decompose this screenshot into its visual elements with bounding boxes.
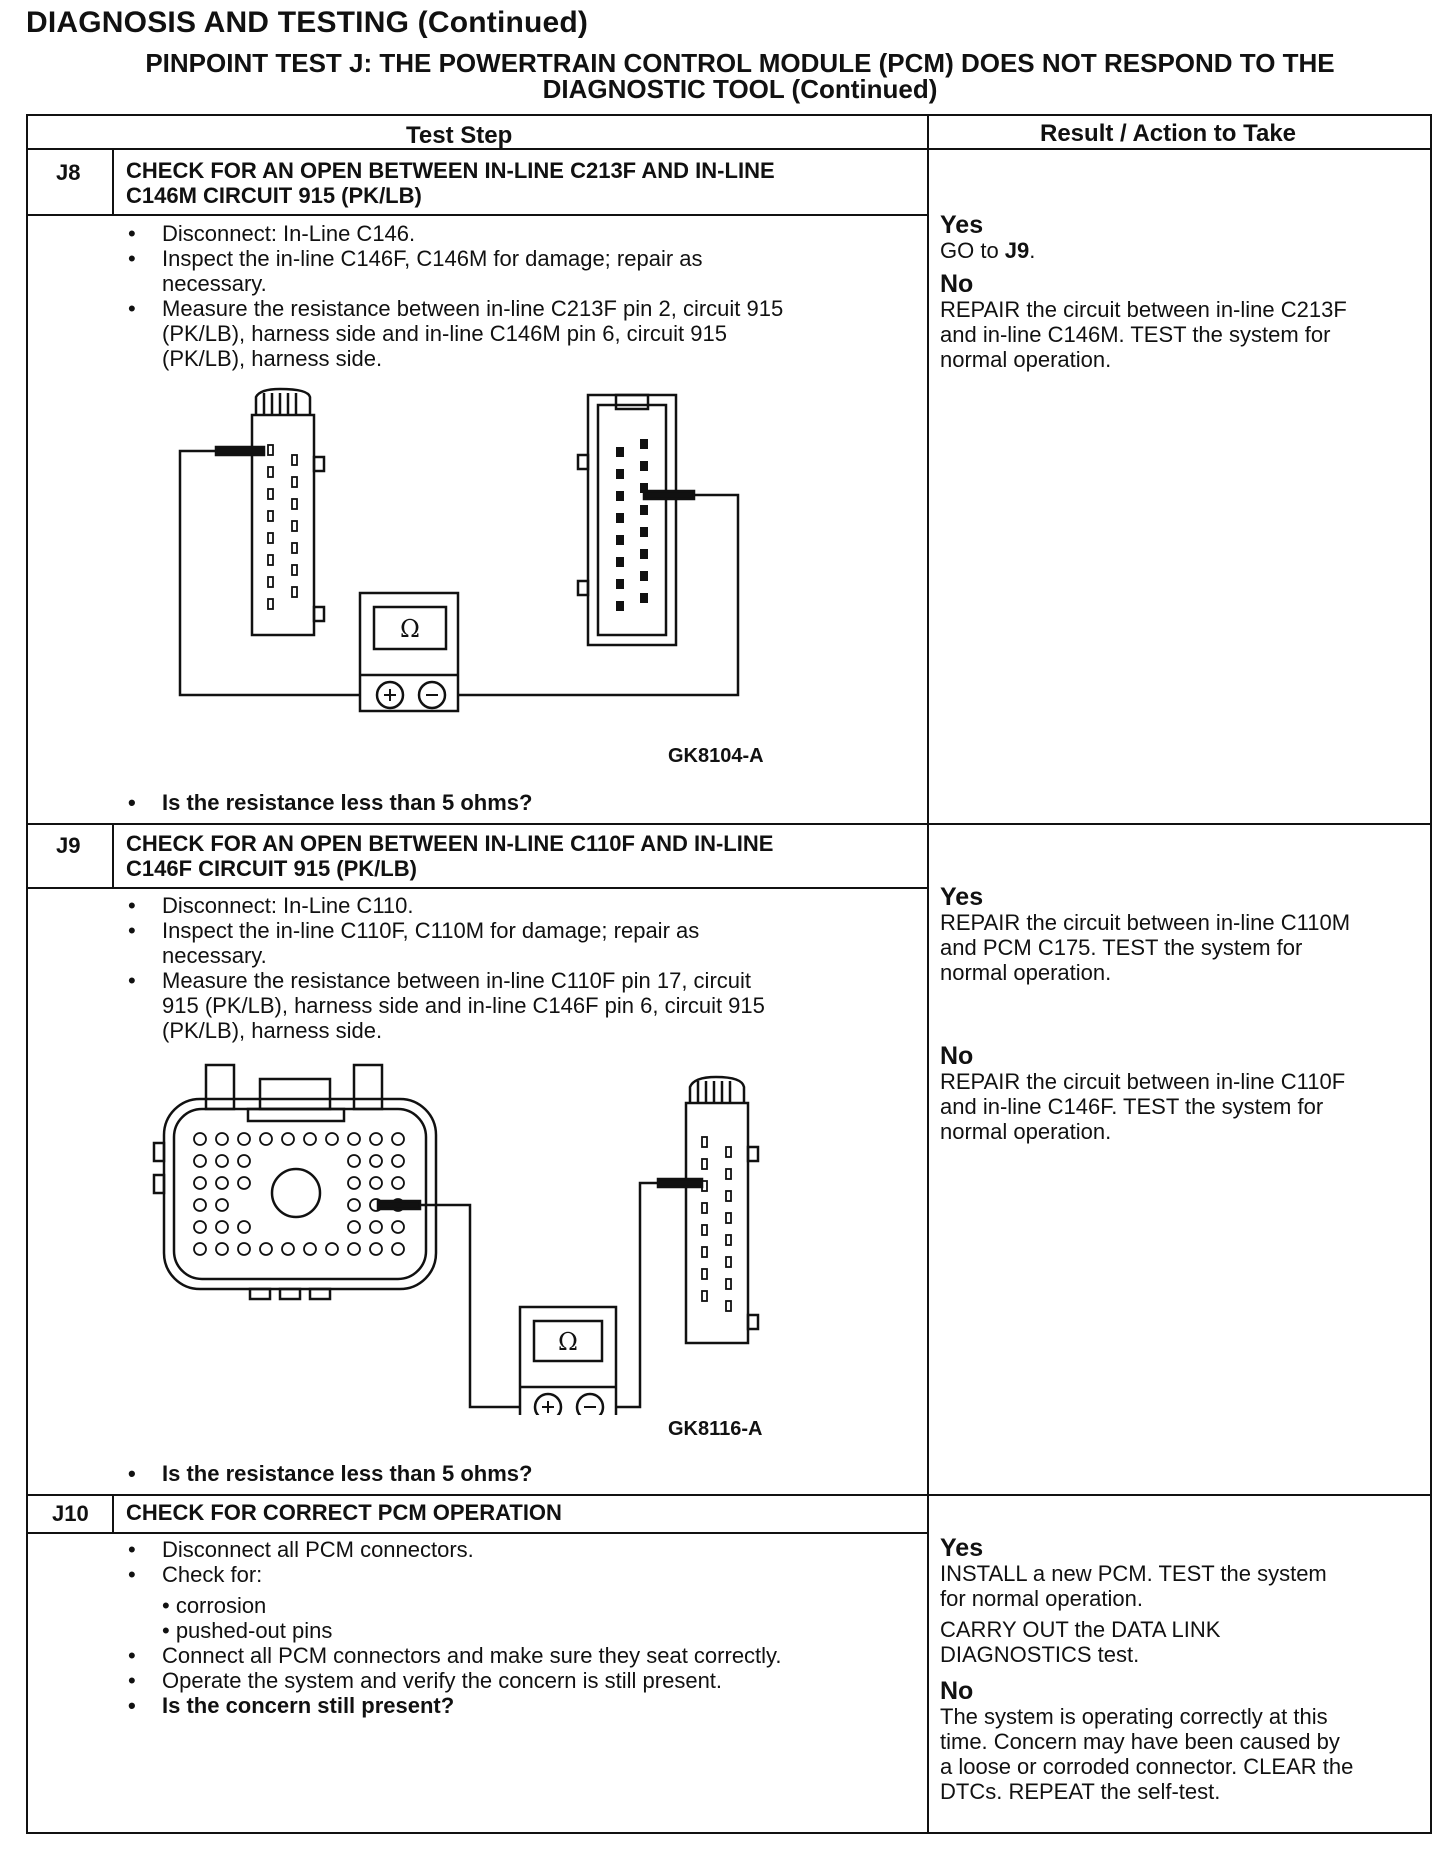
step-title: CHECK FOR AN OPEN BETWEEN IN-LINE C110F AND IN-LINE C146F CIRCUIT 915 (PK/LB) bbox=[126, 831, 774, 881]
wiring-diagram-gk8104 bbox=[160, 385, 780, 745]
result-no: No REPAIR the circuit between in-line C110F and in-line C146F. TEST the system for normal operation. bbox=[940, 1042, 1346, 1144]
step-question: • Is the concern still present? bbox=[128, 1693, 455, 1718]
action-item-continued: (PK/LB), harness side. bbox=[162, 346, 383, 371]
action-item-continued: necessary. bbox=[162, 943, 267, 968]
ohm-symbol: Ω bbox=[558, 1328, 578, 1356]
action-item: • Disconnect: In-Line C110. bbox=[128, 893, 414, 918]
page-title: DIAGNOSIS AND TESTING (Continued) bbox=[26, 6, 589, 39]
figure-label: GK8116-A bbox=[668, 1418, 763, 1440]
result-yes: Yes INSTALL a new PCM. TEST the system for normal operation. CARRY OUT the DATA LINK DIAGNOSTICS test. bbox=[940, 1534, 1327, 1667]
action-item-continued: necessary. bbox=[162, 271, 267, 296]
step-number: J8 bbox=[56, 160, 81, 185]
action-item: • Connect all PCM connectors and make sure they seat correctly. bbox=[128, 1643, 782, 1668]
action-item: • Disconnect all PCM connectors. bbox=[128, 1537, 474, 1562]
step-number: J10 bbox=[52, 1501, 89, 1526]
step-title bbox=[126, 158, 906, 208]
pinpoint-test-title bbox=[60, 50, 1420, 102]
action-item: • Check for: bbox=[128, 1562, 263, 1587]
action-item: • Disconnect: In-Line C146. bbox=[128, 221, 416, 246]
action-item: • Operate the system and verify the concern is still present. bbox=[128, 1668, 723, 1693]
figure-label: GK8104-A bbox=[668, 745, 764, 767]
result-yes: Yes GO to J9. bbox=[940, 211, 1036, 263]
step-question: • Is the resistance less than 5 ohms? bbox=[128, 1461, 533, 1486]
connector-c110f-pins bbox=[194, 1133, 404, 1255]
column-header-test-step: Test Step bbox=[406, 122, 513, 149]
action-item: • Measure the resistance between in-line C213F pin 2, circuit 915 bbox=[128, 296, 784, 321]
action-item: • Inspect the in-line C146F, C146M for damage; repair as bbox=[128, 246, 703, 271]
connector-c146m bbox=[252, 389, 324, 635]
column-header-result: Result / Action to Take bbox=[1040, 120, 1297, 147]
step-title-line-2: C146M CIRCUIT 915 (PK/LB) bbox=[126, 183, 422, 208]
action-item-continued: (PK/LB), harness side. bbox=[162, 1018, 383, 1043]
action-item-continued: 915 (PK/LB), harness side and in-line C146F pin 6, circuit 915 bbox=[162, 993, 765, 1018]
step-title-line-1: CHECK FOR AN OPEN BETWEEN IN-LINE C213F AND IN-LINE bbox=[126, 158, 775, 183]
sub-item: • corrosion bbox=[162, 1593, 267, 1618]
action-item: • Inspect the in-line C110F, C110M for damage; repair as bbox=[128, 918, 700, 943]
result-yes: Yes REPAIR the circuit between in-line C110M and PCM C175. TEST the system for normal operation. bbox=[940, 883, 1351, 985]
step-question: • Is the resistance less than 5 ohms? bbox=[128, 790, 533, 815]
test-title-line-2: DIAGNOSTIC TOOL (Continued) bbox=[542, 74, 938, 104]
action-item-continued: (PK/LB), harness side and in-line C146M pin 6, circuit 915 bbox=[162, 321, 727, 346]
step-title: CHECK FOR CORRECT PCM OPERATION bbox=[126, 1500, 562, 1525]
result-no: No REPAIR the circuit between in-line C213F and in-line C146M. TEST the system for normal operation. bbox=[940, 270, 1347, 372]
step-number: J9 bbox=[56, 833, 81, 858]
connector-c146f bbox=[686, 1077, 758, 1343]
connector-c213f bbox=[578, 395, 676, 645]
ohmmeter bbox=[520, 1307, 616, 1415]
action-item: • Measure the resistance between in-line C110F pin 17, circuit bbox=[128, 968, 752, 993]
wiring-diagram-gk8116 bbox=[150, 1055, 790, 1415]
link-j9[interactable]: J9 bbox=[1004, 238, 1030, 263]
connector-c110f bbox=[154, 1065, 436, 1299]
test-title-line-1: PINPOINT TEST J: THE POWERTRAIN CONTROL MODULE (PCM) DOES NOT RESPOND TO THE bbox=[145, 48, 1335, 78]
sub-item: • pushed-out pins bbox=[162, 1618, 333, 1643]
ohm-symbol: Ω bbox=[400, 615, 420, 643]
ohmmeter bbox=[360, 593, 458, 711]
result-no: No The system is operating correctly at this time. Concern may have been caused by a loose or corroded connector. CLEAR the DTCs. REPEAT the self-test. bbox=[940, 1677, 1354, 1804]
